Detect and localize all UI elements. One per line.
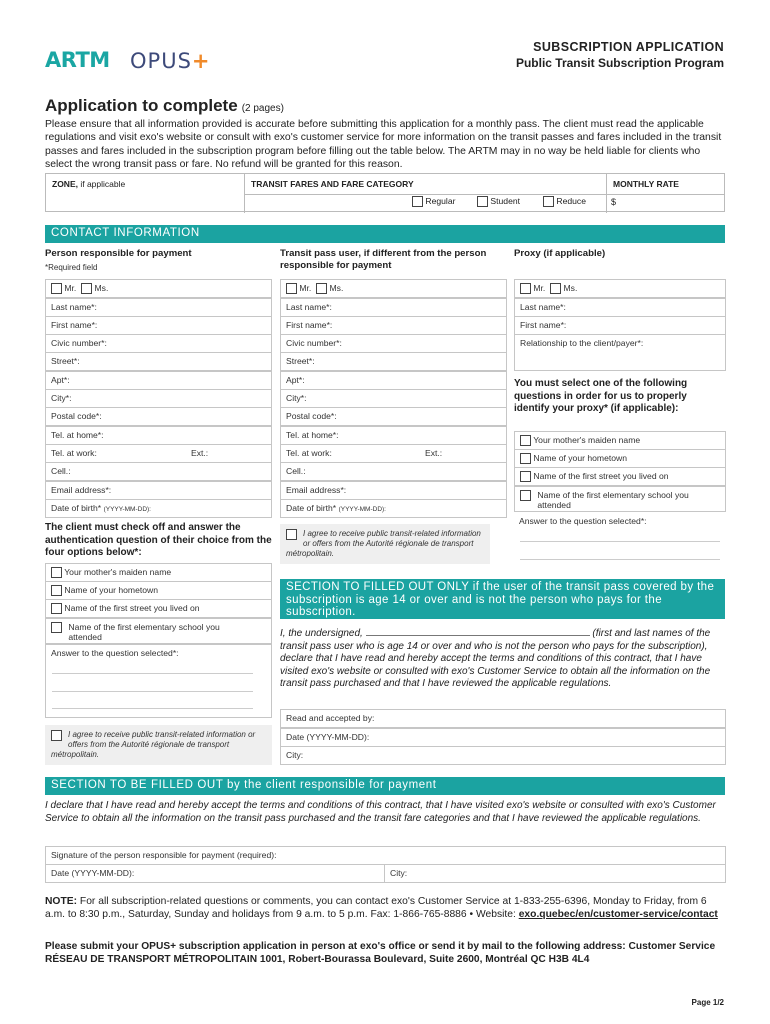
proxy-option-maiden-name[interactable] [514,431,726,450]
zone-header [46,174,244,194]
proxy-option-hometown[interactable] [514,449,726,468]
payment-bar-lead: SECTION TO BE FILLED OUT [51,779,224,791]
col2-dob-field[interactable] [280,499,507,518]
fare-option-reduce[interactable] [543,196,586,207]
col1-civic-number-field[interactable]: Civic number*: [45,334,272,353]
required-note: *Required field [45,263,98,272]
client-option-first-street[interactable] [45,599,272,618]
form-title: SUBSCRIPTION APPLICATION [533,40,724,54]
col1-apt-field[interactable]: Apt*: [45,371,272,390]
fare-option-student[interactable] [477,196,520,207]
answer-line-2 [52,691,253,692]
ms-checkbox[interactable] [81,283,92,294]
col1-dob-field[interactable] [45,499,272,518]
col2-tel-work-label: Tel. at work: [286,448,332,458]
col2-first-name-field[interactable]: First name*: [280,316,507,335]
user-agree-box[interactable] [280,524,490,564]
intro-text: Please ensure that all information provided is accurate before submitting this application for a monthly pass. The client must read the applicable regulations and visit exo's website or consult with exo's customer service for more information on the transit passes and fares included in the transit passes and fares included in the subscription program before filling out the table below. The ARTM may in no way be held liable for clients who select the wrong transit pass or fare. No refund will be granted for this reason. [45,119,722,170]
age14-declaration [280,627,726,691]
col2-ms-checkbox[interactable] [316,283,327,294]
age14-bar-rest: if the user of the transit pass covered by the subscription is age 14 or over and is not the person who pays for the subscription. [286,581,715,618]
client-agree-box[interactable] [45,725,272,765]
form-subtitle: Public Transit Subscription Program [515,56,724,70]
col2-apt-field[interactable]: Apt*: [280,371,507,390]
col3-title-choice[interactable] [514,279,726,298]
col1-first-name-field[interactable]: First name*: [45,316,272,335]
col2-title-choice[interactable] [280,279,507,298]
col3-last-name-field[interactable]: Last name*: [514,298,726,317]
reduce-label: Reduce [556,196,587,206]
col1-city-field[interactable]: City*: [45,389,272,408]
fares-header: TRANSIT FARES AND FARE CATEGORY [251,179,414,189]
proxy-school-checkbox[interactable] [520,490,531,501]
fare-options-row [245,194,724,195]
contact-note [45,896,728,922]
payment-declaration: I declare that I have read and hereby accept the terms and conditions of this contract, that I have visited exo's website or consulted with exo's Customer Service to obtain all the information on the transit pass purchased and the transit fare categories and that I have reviewed the applicable regulations. [45,800,716,824]
note-label: NOTE: [45,896,78,907]
col1-title-choice[interactable] [45,279,272,298]
proxy-option-school[interactable] [514,486,726,512]
page-count: (2 pages) [241,103,284,114]
user-agree-text: I agree to receive public transit-related information or offers from the Autorité régionale de transport métropolitain. [286,529,481,558]
rate-header: MONTHLY RATE [613,179,679,189]
col1-tel-work-label: Tel. at work: [51,448,97,458]
reduce-checkbox[interactable] [543,196,554,207]
fare-option-regular[interactable] [412,196,456,207]
proxy-school-label: Name of the first elementary school you attended [537,490,689,510]
client-answer-field[interactable] [45,644,272,718]
user-agree-checkbox[interactable] [286,529,297,540]
col2-cell-field[interactable]: Cell.: [280,462,507,481]
undersigned-name-line[interactable] [366,627,590,636]
col3-ms-label: Ms. [563,283,578,293]
client-agree-text: I agree to receive public transit-related information or offers from the Autorité régionale de transport métropolitain. [51,730,256,759]
proxy-street-label: Name of the first street you lived on [533,471,669,481]
zone-suffix: if applicable [77,179,126,189]
client-maiden-label: Your mother's maiden name [64,567,172,577]
client-auth-question: The client must check off and answer the authentication question of their choice from the four options below*: [45,522,272,558]
client-agree-checkbox[interactable] [51,730,62,741]
client-school-label: Name of the first elementary school you attended [68,622,220,642]
answer-line-3 [52,708,253,709]
age14-date-field[interactable]: Date (YYYY-MM-DD): [280,728,726,747]
signature-field[interactable]: Signature of the person responsible for payment (required): [45,846,726,865]
col1-postal-code-field[interactable]: Postal code*: [45,407,272,426]
col3-ms-checkbox[interactable] [550,283,561,294]
note-text: For all subscription-related questions or comments, you can contact exo's Customer Service at 1-833-255-6396, Monday to Friday, from 6 a.m. to 8:30 p.m., Saturday, Sunday and holidays from 9 a.m. to 5 p.m. Fax: 1-866-765-8886 • Website: [45,896,707,920]
col3-mr-checkbox[interactable] [520,283,531,294]
proxy-street-checkbox[interactable] [520,471,531,482]
col1-tel-home-field[interactable]: Tel. at home*: [45,426,272,445]
payment-section-bar [45,777,725,795]
col2-last-name-field[interactable]: Last name*: [280,298,507,317]
age14-bar-lead: SECTION TO FILLED OUT ONLY [286,581,470,593]
col3-title: Proxy (if applicable) [514,248,606,259]
zone-cell[interactable] [46,174,245,213]
col1-last-name-field[interactable]: Last name*: [45,298,272,317]
client-school-checkbox[interactable] [51,622,62,633]
client-option-hometown[interactable] [45,581,272,600]
proxy-answer-field[interactable] [514,512,726,570]
opus-logo-text: OPUS [130,49,192,73]
proxy-auth-question: You must select one of the following questions in order for us to properly identify your proxy* (if applicable): [514,378,688,414]
client-option-maiden-name[interactable] [45,563,272,582]
client-street-checkbox[interactable] [51,603,62,614]
client-option-school[interactable] [45,618,272,644]
proxy-option-first-street[interactable] [514,467,726,486]
col1-street-field[interactable]: Street*: [45,352,272,371]
col2-email-field[interactable]: Email address*: [280,481,507,500]
col1-tel-work-field[interactable] [45,444,272,463]
col2-tel-work-field[interactable] [280,444,507,463]
contact-section-bar: CONTACT INFORMATION [45,225,725,243]
col2-dob-label: Date of birth* [286,503,337,513]
client-hometown-label: Name of your hometown [64,585,159,595]
payment-date-field[interactable]: Date (YYYY-MM-DD): [45,864,385,883]
col3-first-name-field[interactable]: First name*: [514,316,726,335]
col3-mr-label: Mr. [533,283,546,293]
age14-text-end: (first and last names of the transit pass user who is age 14 or over and who is not the person who pays for the subscription), declare that I have read and hereby accept the terms and conditions of this contract, that I have visited exo's website or consulted with exo's Customer Service to obtain all the information on the transit pass purchased and that I have reviewed the applicable regulations. [280,628,711,690]
col2-mr-checkbox[interactable] [286,283,297,294]
col2-title: Transit pass user, if different from the person responsible for payment [280,248,487,271]
opus-plus: + [191,49,211,73]
proxy-answer-label: Answer to the question selected*: [519,516,647,526]
student-label: Student [490,196,521,206]
student-checkbox[interactable] [477,196,488,207]
age14-text-start: I, the undersigned, [280,628,363,639]
page-number: Page 1/2 [691,998,724,1007]
col3-relationship-field[interactable]: Relationship to the client/payer*: [514,334,726,371]
regular-checkbox[interactable] [412,196,423,207]
mr-checkbox[interactable] [51,283,62,294]
proxy-answer-line-1 [520,541,720,542]
client-answer-label: Answer to the question selected*: [51,648,179,658]
application-title [45,96,284,116]
col1-dob-format: (YYYY-MM-DD): [103,506,151,513]
client-maiden-checkbox[interactable] [51,567,62,578]
col2-tel-home-field[interactable]: Tel. at home*: [280,426,507,445]
col2-ms-label: Ms. [329,283,344,293]
proxy-maiden-checkbox[interactable] [520,435,531,446]
col2-city-field[interactable]: City*: [280,389,507,408]
col2-mr-label: Mr. [299,283,312,293]
mr-label: Mr. [64,283,77,293]
artm-logo: ARTM [45,48,110,72]
answer-line-1 [52,673,253,674]
col2-civic-number-field[interactable]: Civic number*: [280,334,507,353]
col1-title: Person responsible for payment [45,248,192,259]
read-accepted-field[interactable]: Read and accepted by: [280,709,726,728]
payment-city-field[interactable]: City: [384,864,726,883]
col1-email-field[interactable]: Email address*: [45,481,272,500]
col1-ext-label: Ext.: [191,448,209,458]
opus-logo [130,49,211,73]
proxy-answer-line-2 [520,559,720,560]
client-street-label: Name of the first street you lived on [64,603,200,613]
col2-postal-code-field[interactable]: Postal code*: [280,407,507,426]
proxy-hometown-checkbox[interactable] [520,453,531,464]
rate-input[interactable]: $ [611,197,617,207]
col1-dob-label: Date of birth* [51,503,102,513]
ms-label: Ms. [94,283,109,293]
payment-bar-rest: by the client responsible for payment [223,779,437,791]
regular-label: Regular [425,196,456,206]
fare-table [45,173,725,212]
proxy-maiden-label: Your mother's maiden name [533,435,641,445]
zone-label: ZONE, [52,179,78,189]
col2-street-field[interactable]: Street*: [280,352,507,371]
proxy-hometown-label: Name of your hometown [533,453,628,463]
col1-cell-field[interactable]: Cell.: [45,462,272,481]
age14-city-field[interactable]: City: [280,746,726,765]
client-hometown-checkbox[interactable] [51,585,62,596]
application-title-text: Application to complete [45,96,238,115]
age14-section-bar [280,579,725,619]
submit-instructions: Please submit your OPUS+ subscription application in person at exo's office or send it by mail to the following address: Customer Service RÉSEAU DE TRANSPORT MÉTROPOLITAIN 1001, Robert-Bourassa Boulevard, Suite 2600, Montréal QC H3B 4L4 [45,941,716,965]
col2-ext-label: Ext.: [425,448,443,458]
col2-dob-format: (YYYY-MM-DD): [338,506,386,513]
customer-service-link[interactable]: exo.quebec/en/customer-service/contact [518,908,718,920]
